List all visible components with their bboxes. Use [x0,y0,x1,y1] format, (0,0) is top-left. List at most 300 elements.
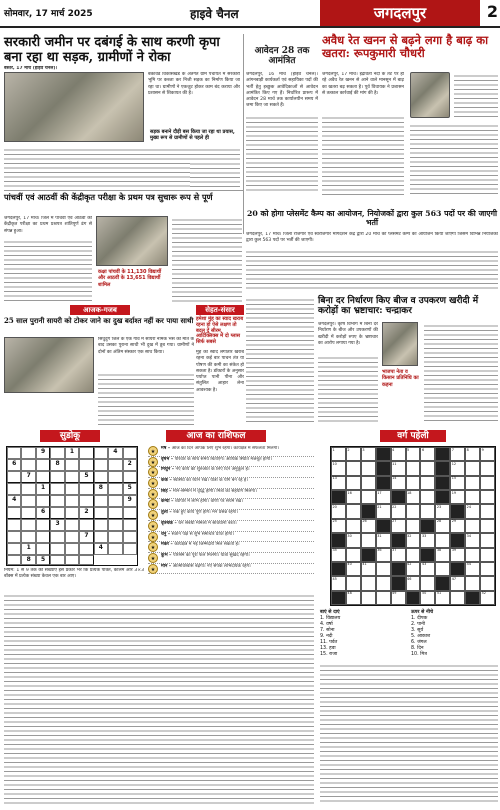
crossword-cell [346,562,361,576]
rashi-row [148,542,314,553]
sudoku-cell [36,459,50,471]
sudoku-tag: सुडोकू [40,430,100,442]
sudoku-cell [7,471,21,483]
crossword-cell [480,576,495,590]
sudoku-cell [50,543,64,555]
rashi-sign: कुंभ – [161,552,174,558]
rashi-text: मेष – आज का दिन आपके लिए शुभ रहेगा। कार्यक्षेत्र में सफलता मिलेगी। [161,446,280,451]
sudoku-cell [65,459,79,471]
crossword-cell [435,548,450,562]
exam-text-col2 [172,216,242,304]
crossword-number: 48 [347,591,352,596]
crossword-number: 23 [436,504,442,509]
crossword-cell [346,476,361,490]
crossword-number: 11 [392,461,397,466]
crossword-number: 7 [451,447,454,452]
crossword-cell [450,562,465,576]
crossword-cell [420,519,435,533]
crossword-cell [376,490,391,504]
crossword-cell [450,490,465,504]
crossword-number: 30 [347,533,352,538]
aaj-gajab-photo [4,337,94,393]
rashi-row [148,499,314,510]
sudoku-cell [79,543,93,555]
rashi-text: मिथुन – नए कार्य की शुरुआत के लिए दिन अनुकूल है। [161,467,250,473]
crossword-cell [406,447,421,461]
middle-headline: 20 को होगा प्लेसमेंट कैम्प का आयोजन, नियोजकों द्वारा कुल 563 पदों पर की जाएगी भर्ती [246,209,498,227]
sudoku-cell [94,459,108,471]
crossword-number: 5 [407,447,410,452]
crossword-number: 19 [451,490,457,495]
sudoku-cell [108,543,122,555]
down-clues [411,616,498,658]
crossword-cell [435,476,450,490]
crossword-cell [406,548,421,562]
crossword-cell [376,562,391,576]
rashi-row [148,521,314,532]
down-clue: 6. जंगल [411,640,427,645]
side-body: जगदलपुर, 16 मार्च (हाइवे चैनल)। आंगनबाड़ी कार्यकर्ता एवं सहायिका पदों की भर्ती हेतु इच्छुक आवेदिकाओं से आवेदन आमंत्रित किए गए हैं। निर्धारित प्रारूप में आवेदन 28 मार्च तक कार्यालयीन समय में जमा किए जा सकते हैं। [246,72,318,109]
crossword-cell [480,591,495,605]
lead-text-col2 [190,160,240,188]
crossword-cell [376,591,391,605]
crossword-cell [331,562,346,576]
rashi-row [148,489,314,500]
crossword-cell [435,461,450,475]
exam-stat-primary: कक्षा पांचवीं के 11,130 विद्यार्थी [98,269,162,275]
crossword-cell [391,548,406,562]
rashi-text: कुंभ – परिश्रम का पूरा फल मिलेगा। यात्रा सुखद रहेगी। [161,552,250,558]
rashi-sign: धनु – [161,531,172,537]
crossword-cell [435,591,450,605]
crossword-cell [450,533,465,547]
sudoku-cell [123,471,137,483]
right-top-text-col3 [454,72,498,118]
crossword-number: 17 [377,490,382,495]
crossword-cell [361,447,376,461]
sudoku-cell: 1 [36,483,50,495]
section-divider [4,190,243,191]
rashi-text: कन्या – व्यापार में लाभ होगा। वाणी पर संयम रखें। [161,499,243,505]
crossword-number: 34 [466,533,471,538]
aaj-gajab-body: सिंधुदुर्ग जिले के एक गांव में सायरी नामक भैंस की मौत के बाद उसका पुराना साथी भी दुख में डूब गया। ग्रामीणों ने दोनों का अंतिम संस्कार एक साथ किया। [98,337,194,355]
exam-headline: पांचवीं एवं आठवीं की केंद्रीकृत परीक्षा के प्रथम पत्र सुचारू रूप से पूर्ण [4,192,213,202]
right-mid-body: जगदलपुर। कृषि विभाग में बिना दर निर्धारण के बीज और उपकरणों की खरीदी में करोड़ों रुपए के भ्रष्टाचार का आरोप लगाया गया है। [318,322,378,346]
sudoku-cell [50,507,64,519]
crossword-cell [465,447,480,461]
crossword-cell [406,562,421,576]
sudoku-cell: 3 [50,519,64,531]
crossword-cell [420,490,435,504]
crossword-number: 26 [362,519,367,524]
sudoku-cell: 6 [36,507,50,519]
sudoku-cell [79,447,93,459]
crossword-cell [331,533,346,547]
zodiac-icon: ★ [148,532,158,542]
crossword-clues [320,610,498,806]
down-clue: 2. पानी [411,622,425,627]
paper-name: हाइवे चैनल [190,7,239,21]
rashi-text: मकर – कार्यक्षेत्र में नई जिम्मेदारी मिल सकती है। [161,542,240,548]
crossword-cell [480,447,495,461]
sudoku-cell [108,483,122,495]
sudoku-cell [65,531,79,543]
rashi-text: सिंह – मान-सम्मान में वृद्धि होगी। मित्रों का सहयोग मिलेगा। [161,488,257,494]
across-clue: 15. राजा [320,652,338,657]
crossword-cell [346,504,361,518]
sudoku-cell [79,519,93,531]
sehat-tag: सेहत-संसार [196,305,244,315]
crossword-number: 10 [332,461,337,466]
rashi-row [148,446,314,457]
sudoku-cell: 5 [123,483,137,495]
sudoku-cell [108,459,122,471]
crossword-cell [391,504,406,518]
crossword-number: 13 [332,476,337,481]
rashi-row [148,553,314,564]
crossword-cell [361,504,376,518]
sudoku-cell: 9 [36,447,50,459]
down-clue: 1. दीपक [411,616,428,621]
zodiac-icon: ★ [148,510,158,520]
sudoku-cell [123,519,137,531]
crossword-cell [391,461,406,475]
exam-body: जगदलपुर, 17 मार्च। जिले में पांचवीं एवं आठवीं की केंद्रीकृत परीक्षा का प्रथम प्रश्नपत्र शांतिपूर्ण ढंग से संपन्न हुआ। [4,216,92,234]
side-headline: आवेदन 28 तक आमंत्रित [254,46,310,67]
lead-body: बकावंड विकासखंड के अंतर्गत ग्राम पंचायत में सरकारी भूमि पर कब्जा कर निजी सड़क का निर्माण किया जा रहा था। ग्रामीणों ने एकजुट होकर काम बंद कराया और प्रशासन से शिकायत की है। [148,72,240,96]
zodiac-icon: ★ [148,542,158,552]
across-clues [320,616,407,658]
zodiac-icon: ★ [148,553,158,563]
crossword-cell [376,447,391,461]
crossword-cell [420,447,435,461]
crossword-cell [465,576,480,590]
right-mid-text-col2 [424,322,498,424]
rashi-sign: मेष – [161,446,172,451]
crossword-number: 15 [451,476,457,481]
crossword-cell [450,447,465,461]
sudoku-cell: 4 [108,447,122,459]
across-title: बाएं से दाएं [320,610,340,615]
sudoku-cell [108,519,122,531]
down-clue: 3. सूर्य [411,628,424,633]
sudoku-cell: 1 [65,447,79,459]
aaj-gajab-headline: 25 साल पुरानी सायरी को टोकर जाने का दुख बर्दाश्त नहीं कर पाया साथी [4,316,194,325]
exam-stat-caption [96,268,168,288]
sudoku-cell [65,471,79,483]
rashi-sign: सिंह – [161,488,173,494]
crossword-cell [391,519,406,533]
crossword-cell [480,476,495,490]
crossword-cell [480,533,495,547]
crossword-cell [346,447,361,461]
rashi-sign: कन्या – [161,499,175,505]
crossword-number: 2 [347,447,350,452]
lead-headline: सरकारी जमीन पर दबंगई के साथ करणी कृपा बना रहा था सड़क, ग्रामीणों ने रोका [4,35,220,65]
crossword-cell [361,476,376,490]
crossword-number: 24 [466,504,471,509]
crossword-cell [406,490,421,504]
sudoku-cell [7,507,21,519]
crossword-cell [406,519,421,533]
crossword-number: 22 [392,504,397,509]
crossword-cell [465,533,480,547]
crossword-number: 16 [347,490,352,495]
rashifal-list [148,446,314,580]
sudoku-cell [94,495,108,507]
sudoku-cell [36,495,50,507]
crossword-cell [420,548,435,562]
crossword-cell [420,591,435,605]
crossword-cell [391,562,406,576]
middle-body: जगदलपुर, 17 मार्च। जिला रोजगार एवं स्वरोजगार मार्गदर्शन केंद्र द्वारा 20 मार्च को प्लेसमेंट कैम्प का आयोजन किया जाएगा जिसमें विभिन्न नियोजकों द्वारा कुल 563 पदों पर भर्ती की जाएगी। [246,232,498,244]
side-text-block [246,114,318,194]
crossword-number: 31 [377,533,382,538]
sudoku-cell [50,495,64,507]
crossword-cell [420,504,435,518]
sehat-body: मुंह का स्वाद लगातार खराब रहना कई बार पाचन तंत्र या पोषण की कमी का संकेत हो सकता है। डॉक्टरों के अनुसार पर्याप्त पानी पीना और संतुलित आहार लेना आवश्यक है। [196,350,244,393]
crossword-cell [361,548,376,562]
crossword-cell [361,519,376,533]
crossword-cell [406,461,421,475]
crossword-cell [346,591,361,605]
crossword-cell [361,461,376,475]
sudoku-cell [123,543,137,555]
rashi-row [148,467,314,478]
crossword-cell [391,591,406,605]
zodiac-icon: ★ [148,564,158,574]
sudoku-cell [36,543,50,555]
right-top-text-col2 [410,122,498,196]
middle-text-block [246,248,498,292]
crossword-number: 4 [392,447,395,452]
crossword-cell [406,504,421,518]
sudoku-cell: 7 [79,531,93,543]
across-clue: 9. नदी [320,634,333,639]
sudoku-cell [108,507,122,519]
right-top-text-block [322,114,404,196]
crossword-cell [331,576,346,590]
crossword-cell [376,504,391,518]
crossword-cell [391,476,406,490]
crossword-number: 9 [481,447,484,452]
sudoku-cell [36,471,50,483]
crossword-number: 18 [407,490,412,495]
sudoku-cell [108,495,122,507]
crossword-cell [435,562,450,576]
across-clue: 11. पर्वत [320,640,338,645]
sudoku-cell [108,531,122,543]
crossword-number: 50 [421,591,427,596]
crossword-cell [361,562,376,576]
sudoku-cell [123,447,137,459]
crossword-cell [361,490,376,504]
zodiac-icon: ★ [148,457,158,467]
left-mid-text [246,296,314,424]
crossword-number: 46 [407,576,412,581]
exam-photo [96,216,168,266]
sudoku-grid [6,446,138,566]
page-number: 2 [486,2,498,21]
crossword-cell [376,461,391,475]
sudoku-cell [108,471,122,483]
crossword-number: 35 [332,548,337,553]
crossword-number: 52 [481,591,486,596]
crossword-number: 14 [392,476,397,481]
crossword-cell [435,519,450,533]
crossword-cell [420,461,435,475]
crossword-cell [465,562,480,576]
sudoku-cell: 9 [123,495,137,507]
crossword-cell [331,519,346,533]
crossword-number: 6 [421,447,425,452]
sudoku-cell: 4 [7,495,21,507]
crossword-number: 21 [377,504,382,509]
crossword-cell [376,533,391,547]
sudoku-cell: 8 [50,459,64,471]
crossword-number: 47 [451,576,457,581]
crossword-cell [361,533,376,547]
crossword-cell [346,533,361,547]
crossword-number: 33 [421,533,427,538]
crossword-number: 20 [332,504,337,509]
crossword-cell [465,504,480,518]
crossword-cell [480,461,495,475]
rashi-sign: वृश्चिक – [161,520,179,526]
sudoku-cell [65,555,79,565]
crossword-cell [346,519,361,533]
crossword-cell [391,533,406,547]
right-top-portrait [410,72,450,118]
rashi-sign: कर्क – [161,478,174,484]
sudoku-cell [21,495,35,507]
city-banner: जगदलपुर [320,0,480,26]
crossword-cell [465,519,480,533]
crossword-cell [450,548,465,562]
sudoku-cell: 2 [123,459,137,471]
across-clue: 1. विद्यालय [320,616,341,621]
crossword-cell [406,533,421,547]
crossword-number: 42 [407,562,412,567]
crossword-cell [376,476,391,490]
crossword-cell [480,562,495,576]
crossword-number: 43 [421,562,427,567]
crossword-cell [450,504,465,518]
rashi-text: वृश्चिक – धन संबंधी मामलों में सावधानी बरतें। [161,520,237,526]
crossword-number: 41 [362,562,367,567]
right-mid-portrait [382,322,418,366]
aaj-gajab-tag: आजक-गजब [70,305,130,315]
sudoku-cell: 5 [36,555,50,565]
rashi-row [148,457,314,468]
sudoku-cell [94,531,108,543]
down-title: ऊपर से नीचे [411,610,433,615]
crossword-cell [480,490,495,504]
crossword-grid [330,446,496,606]
crossword-cell [420,576,435,590]
crossword-cell [435,533,450,547]
sudoku-cell [21,483,35,495]
zodiac-icon: ★ [148,489,158,499]
sudoku-cell: 4 [94,543,108,555]
crossword-number: 36 [377,548,382,553]
sudoku-cell [79,555,93,565]
sudoku-cell [7,543,21,555]
sudoku-cell [50,483,64,495]
masthead [0,0,500,28]
column-rule [243,34,244,234]
crossword-number: 25 [332,519,337,524]
crossword-cell [465,476,480,490]
sudoku-cell [50,471,64,483]
crossword-cell [406,591,421,605]
crossword-number: 27 [392,519,397,524]
sudoku-cell: 2 [79,507,93,519]
crossword-number: 32 [407,533,412,538]
rashi-text: तुला – रुके हुए कार्य पूर्ण होंगे। मन प्रसन्न रहेगा। [161,510,239,516]
crossword-cell [406,576,421,590]
crossword-cell [420,476,435,490]
rashi-row [148,564,314,575]
crossword-cell [331,591,346,605]
right-mid-caption: भाजपा नेता व किसान प्रतिनिधि का कहना [380,368,422,384]
crossword-cell [391,447,406,461]
sudoku-cell [21,519,35,531]
crossword-cell [331,504,346,518]
sudoku-cell [36,519,50,531]
crossword-cell [331,447,346,461]
sudoku-cell [65,507,79,519]
crossword-number: 51 [436,591,442,596]
crossword-cell [391,576,406,590]
crossword-cell [376,548,391,562]
crossword-number: 44 [466,562,471,567]
sudoku-cell [79,495,93,507]
sudoku-cell [21,459,35,471]
crossword-cell [391,490,406,504]
crossword-cell [480,504,495,518]
crossword-cell [331,548,346,562]
crossword-cell [465,490,480,504]
crossword-cell [420,562,435,576]
sudoku-cell [50,447,64,459]
crossword-cell [346,576,361,590]
zodiac-icon: ★ [148,446,158,456]
crossword-number: 29 [451,519,457,524]
crossword-cell [331,490,346,504]
right-mid-headline: बिना दर निर्धारण किए बीज व उपकरण खरीदी में करोड़ों का भ्रष्टाचार: चन्द्राकर [318,296,479,317]
zodiac-icon: ★ [148,499,158,509]
sudoku-cell: 6 [7,459,21,471]
crossword-number: 3 [362,447,365,452]
crossword-cell [465,461,480,475]
rashi-text: मीन – आत्मविश्वास बढ़ेगा। नए संपर्क लाभदायक रहेंगे। [161,563,251,569]
right-mid-text-block [318,354,378,424]
crossword-cell [465,548,480,562]
crossword-number: 49 [392,591,397,596]
crossword-number: 12 [451,461,457,466]
crossword-number: 1 [332,447,335,452]
sudoku-cell: 8 [21,555,35,565]
lead-dateline: बस्तर, 17 मार्च (हाइवे चैनल)। [4,66,58,71]
rashi-sign: मीन – [161,563,173,569]
crossword-cell [376,519,391,533]
rashi-sign: तुला – [161,510,174,516]
sudoku-cell [94,447,108,459]
sudoku-rules: नियम: 1 से 9 तक की संख्याएं इस प्रकार भरें कि प्रत्येक पंक्ति, कॉलम और 3×3 बॉक्स में प्रत्येक संख्या केवल एक बार आए। [4,568,144,580]
down-clue: 10. मित्र [411,652,427,657]
sudoku-cell [65,543,79,555]
